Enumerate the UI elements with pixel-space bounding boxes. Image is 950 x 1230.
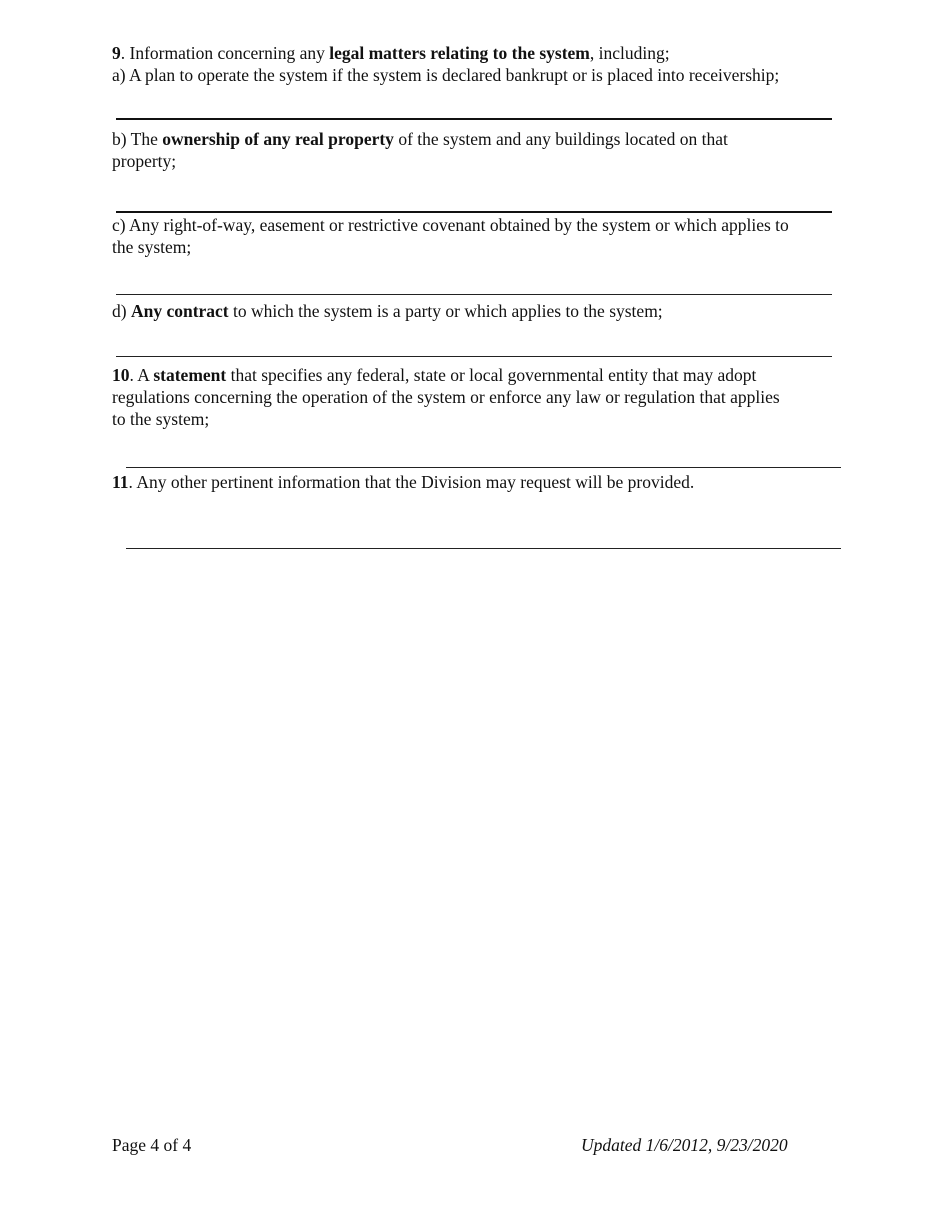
question-10-heading — [112, 364, 756, 386]
question-9c-text-cont: the system; — [112, 237, 192, 257]
answer-line-9d[interactable] — [116, 356, 832, 357]
question-text: . A — [129, 365, 154, 385]
page-number: Page 4 of 4 — [112, 1135, 192, 1155]
question-9-heading — [112, 42, 670, 64]
answer-line-9c[interactable] — [116, 294, 832, 295]
updated-date: Updated 1/6/2012, 9/23/2020 — [581, 1135, 788, 1155]
question-emphasis: statement — [153, 365, 227, 385]
question-9d-text — [112, 300, 663, 322]
answer-line-9a[interactable] — [116, 118, 832, 120]
question-11-heading — [112, 471, 694, 493]
question-10-text-cont: to the system; — [112, 409, 210, 429]
question-text: b) The — [112, 129, 163, 149]
question-9b-text-cont: property; — [112, 151, 177, 171]
question-text: d) — [112, 301, 131, 321]
question-emphasis: Any contract — [130, 301, 229, 321]
question-text: . Information concerning any — [120, 43, 330, 63]
question-text: , including; — [589, 43, 670, 63]
question-9a-text: a) A plan to operate the system if the system is declared bankrupt or is placed into receivership; — [112, 65, 780, 85]
answer-line-9b[interactable] — [116, 211, 832, 213]
question-number: 11 — [112, 472, 129, 492]
answer-line-11[interactable] — [126, 548, 841, 549]
answer-line-10[interactable] — [126, 467, 841, 468]
question-text: of the system and any buildings located on that — [393, 129, 728, 149]
question-emphasis: ownership of any real property — [162, 129, 394, 149]
question-9b-text — [112, 128, 728, 150]
question-9c-text: c) Any right-of-way, easement or restrictive covenant obtained by the system or which applies to — [112, 215, 789, 235]
question-number: 9 — [112, 43, 121, 63]
question-text: that specifies any federal, state or local governmental entity that may adopt — [226, 365, 757, 385]
question-text: to which the system is a party or which applies to the system; — [228, 301, 663, 321]
question-10-text-cont: regulations concerning the operation of the system or enforce any law or regulation that applies — [112, 387, 780, 407]
question-text: . Any other pertinent information that the Division may request will be provided. — [128, 472, 695, 492]
question-number: 10 — [112, 365, 130, 385]
question-emphasis: legal matters relating to the system — [329, 43, 590, 63]
